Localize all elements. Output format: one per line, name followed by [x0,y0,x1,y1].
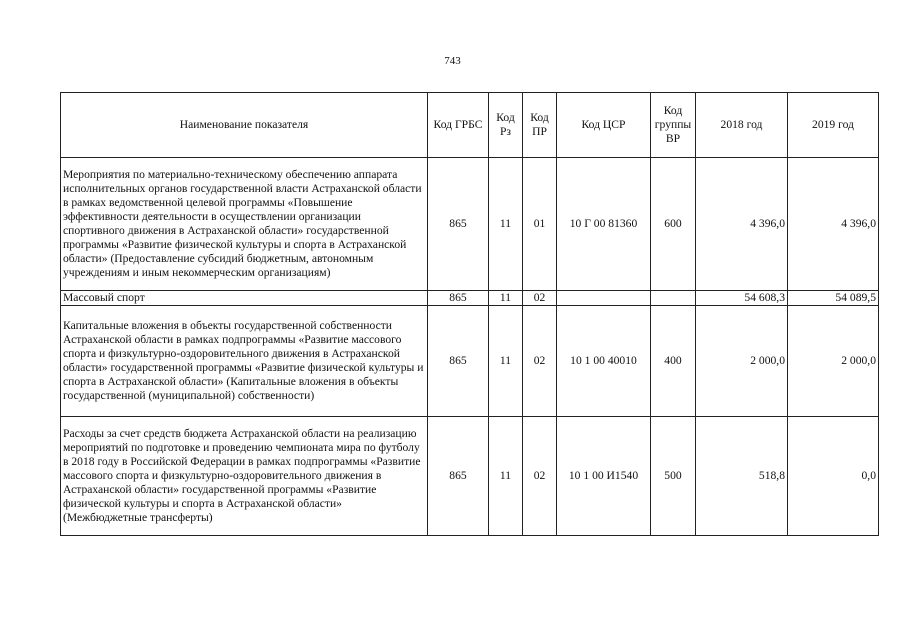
cell-rz: 11 [489,291,523,306]
cell-name: Массовый спорт [61,291,428,306]
table-row [61,291,879,306]
cell-rz: 11 [489,417,523,536]
cell-2018: 54 608,3 [696,291,788,306]
cell-2018: 4 396,0 [696,158,788,291]
cell-name: Капитальные вложения в объекты государственной собственности Астраханской области в рамках подпрограммы «Развитие массового спорта и физкультурно-оздоровительного движения в Астраханской области» государственной программы «Развитие физической культуры и спорта в Астраханской области» (Капитальные вложения в объекты государственной (муниципальной) собственности) [61,306,428,417]
cell-pr: 02 [523,417,557,536]
cell-pr: 02 [523,291,557,306]
cell-grbs: 865 [428,306,489,417]
col-header-pr: Код ПР [523,93,557,158]
cell-2018: 2 000,0 [696,306,788,417]
col-header-name: Наименование показателя [61,93,428,158]
col-header-grbs: Код ГРБС [428,93,489,158]
col-header-csr: Код ЦСР [557,93,651,158]
cell-2018: 518,8 [696,417,788,536]
cell-csr: 10 Г 00 81360 [557,158,651,291]
cell-vr [651,291,696,306]
cell-2019: 2 000,0 [788,306,879,417]
table-row [61,417,879,536]
cell-name: Расходы за счет средств бюджета Астраханской области на реализацию мероприятий по подготовке и проведению чемпионата мира по футболу в 2018 году в Российской Федерации в рамках подпрограммы «Развитие массового спорта и физкультурно-оздоровительного движения в Астраханской области» государственной программы «Развитие физической культуры и спорта в Астраханской области» (Межбюджетные трансферты) [61,417,428,536]
cell-2019: 54 089,5 [788,291,879,306]
cell-vr: 600 [651,158,696,291]
cell-vr: 500 [651,417,696,536]
cell-rz: 11 [489,306,523,417]
page-number: 743 [444,55,461,67]
cell-name: Мероприятия по материально-техническому обеспечению аппарата исполнительных органов государственной власти Астраханской области в рамках ведомственной целевой программы «Повышение эффективности деятельности в осуществлении организации спортивного движения в Астраханской области» государственной программы «Развитие физической культуры и спорта в Астраханской области» (Предоставление субсидий бюджетным, автономным учреждениям и иным некоммерческим организациям) [61,158,428,291]
cell-pr: 02 [523,306,557,417]
cell-csr: 10 1 00 И1540 [557,417,651,536]
table-row [61,158,879,291]
cell-2019: 0,0 [788,417,879,536]
col-header-vr: Код группы ВР [651,93,696,158]
budget-table [60,92,879,536]
table-row [61,306,879,417]
header-row [61,93,879,158]
col-header-2019: 2019 год [788,93,879,158]
cell-rz: 11 [489,158,523,291]
cell-csr: 10 1 00 40010 [557,306,651,417]
cell-grbs: 865 [428,158,489,291]
cell-pr: 01 [523,158,557,291]
cell-vr: 400 [651,306,696,417]
col-header-2018: 2018 год [696,93,788,158]
cell-grbs: 865 [428,291,489,306]
cell-csr [557,291,651,306]
cell-2019: 4 396,0 [788,158,879,291]
col-header-rz: Код Рз [489,93,523,158]
cell-grbs: 865 [428,417,489,536]
